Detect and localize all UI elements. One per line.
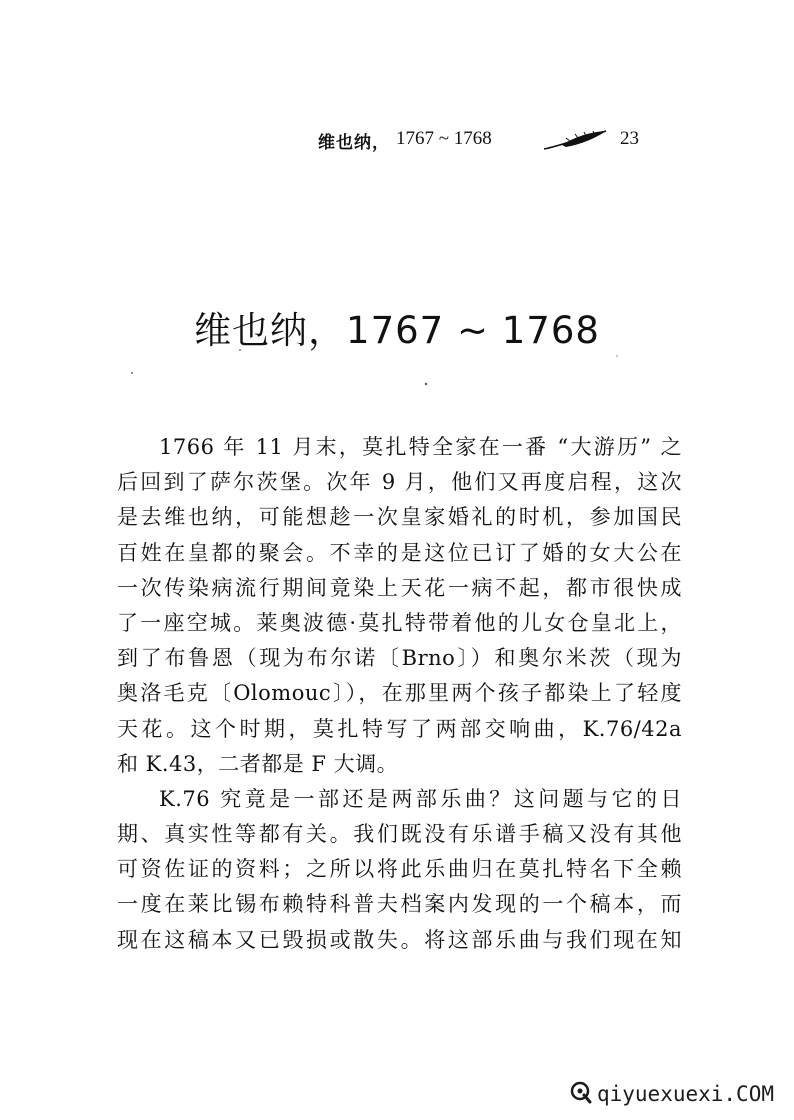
text-line: 1766 年 11 月末，莫扎特全家在一番 “大游历” 之 [159,435,682,459]
text-line: 现在这稿本又已毁损或散失。将这部乐曲与我们现在知 [117,927,682,952]
text-line: 一度在莱比锡布赖特科普夫档案内发现的一个稿本，而 [117,892,682,917]
text-line: K.76 究竟是一部还是两部乐曲？这问题与它的日 [159,786,682,811]
text-line: 可资佐证的资料；之所以将此乐曲归在莫扎特名下全赖 [117,857,682,882]
text-line: 一次传染病流行期间竟染上天花一病不起，都市很快成 [117,575,682,600]
paragraph-1 [117,430,682,782]
scan-specks [0,0,794,420]
text-line: 天花。这个时期，莫扎特写了两部交响曲，K.76/42a [117,716,682,741]
site-watermark [569,1080,774,1106]
watermark-text: qiyuexuexi.COM [596,1082,774,1106]
paragraph-2 [117,782,682,958]
chapter-title: 维也纳，1767 ~ 1768 [194,309,600,352]
body-text [117,430,682,958]
running-header-years: 1767 ~ 1768 [396,128,492,149]
text-line: 奥洛毛克〔Olomouc〕），在那里两个孩子都染上了轻度 [117,681,682,706]
q-logo-icon [569,1080,593,1104]
text-line: 了一座空城。莱奥波德·莫扎特带着他的儿女仓皇北上， [117,610,682,635]
text-line: 期、真实性等都有关。我们既没有乐谱手稿又没有其他 [117,822,682,847]
text-line: 百姓在皇都的聚会。不幸的是这位已订了婚的女大公在 [117,540,682,565]
text-line: 是去维也纳，可能想趁一次皇家婚礼的时机，参加国民 [117,505,682,530]
page-number: 23 [620,128,639,149]
text-line: 和 K.43，二者都是 F 大调。 [117,751,399,776]
running-header-title: 维也纳， [318,133,390,153]
text-line: 到了布鲁恩（现为布尔诺〔Brno〕）和奥尔米茨（现为 [117,646,682,671]
text-line: 后回到了萨尔茨堡。次年 9 月，他们又再度启程，这次 [117,470,682,495]
